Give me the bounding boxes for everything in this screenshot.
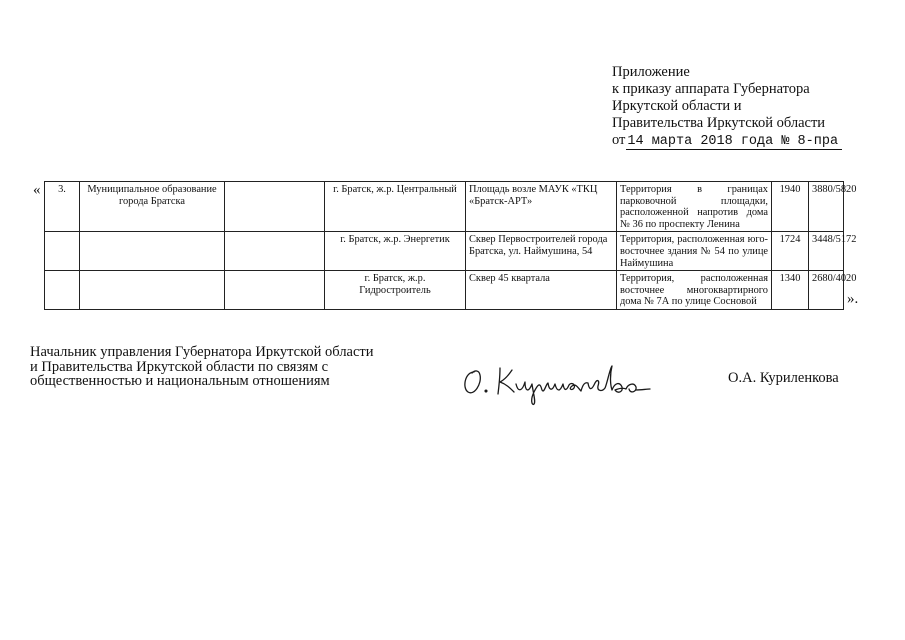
area-cell: 1340 [772, 271, 809, 310]
table-row [45, 271, 844, 310]
region-text: Иркутской области и [612, 98, 742, 114]
table-row [45, 182, 844, 232]
empty-cell [225, 271, 325, 310]
opening-quote: « [33, 182, 41, 198]
signatory-title-line: общественностью и национальным отношениям [30, 373, 330, 389]
empty-cell [225, 182, 325, 232]
venue-name-cell: Сквер Первостроителей города Братска, ул. Наймушина, 54 [466, 232, 617, 271]
date-prefix: от [612, 132, 626, 148]
closing-quote: ». [847, 291, 859, 307]
municipality-cell: Муниципальное образование города Братска [80, 182, 225, 232]
area-cell: 1724 [772, 232, 809, 271]
capacity-cell: 3880/5820 [809, 182, 844, 232]
signatory-title-line: и Правительства Иркутской области по связям с [30, 358, 329, 375]
signatory-name: О.А. Куриленкова [728, 370, 839, 386]
row-number: 3. [45, 182, 80, 232]
appendix-header [612, 64, 840, 150]
capacity-cell: 2680/4020 [809, 271, 844, 310]
district-cell: г. Братск, ж.р. Гидростроитель [325, 271, 466, 310]
venues-table [44, 181, 857, 310]
municipality-cell [80, 232, 225, 271]
venue-name-cell: Сквер 45 квартала [466, 271, 617, 310]
capacity-cell: 3448/5172 [809, 232, 844, 271]
signatory-title-line: Начальник управления Губернатора Иркутской области [30, 344, 374, 360]
empty-cell [225, 232, 325, 271]
territory-cell: Территория в границах парковочной площадки, расположенной напротив дома № 36 по проспекту Ленина [617, 182, 772, 232]
district-cell: г. Братск, ж.р. Энергетик [325, 232, 466, 271]
order-reference-text: к приказу аппарата Губернатора [612, 81, 810, 97]
handwritten-signature [460, 358, 670, 408]
table-row [45, 232, 844, 271]
venue-name-cell: Площадь возле МАУК «ТКЦ «Братск-АРТ» [466, 182, 617, 232]
row-number [45, 271, 80, 310]
territory-cell: Территория, расположенная восточнее многоквартирного дома № 7А по улице Сосновой [617, 271, 772, 310]
government-line: Правительства Иркутской области [612, 115, 826, 131]
appendix-label: Приложение [612, 64, 690, 80]
region-line [612, 98, 840, 115]
territory-cell: Территория, расположенная юго-восточнее здания № 54 по улице Наймушина [617, 232, 772, 271]
order-date-line [612, 132, 840, 150]
order-reference-line [612, 81, 840, 98]
signatory-title [30, 345, 400, 389]
row-number [45, 232, 80, 271]
order-date-value: 14 марта 2018 года № 8-пра [626, 134, 842, 150]
area-cell: 1940 [772, 182, 809, 232]
municipality-cell [80, 271, 225, 310]
district-cell: г. Братск, ж.р. Центральный [325, 182, 466, 232]
